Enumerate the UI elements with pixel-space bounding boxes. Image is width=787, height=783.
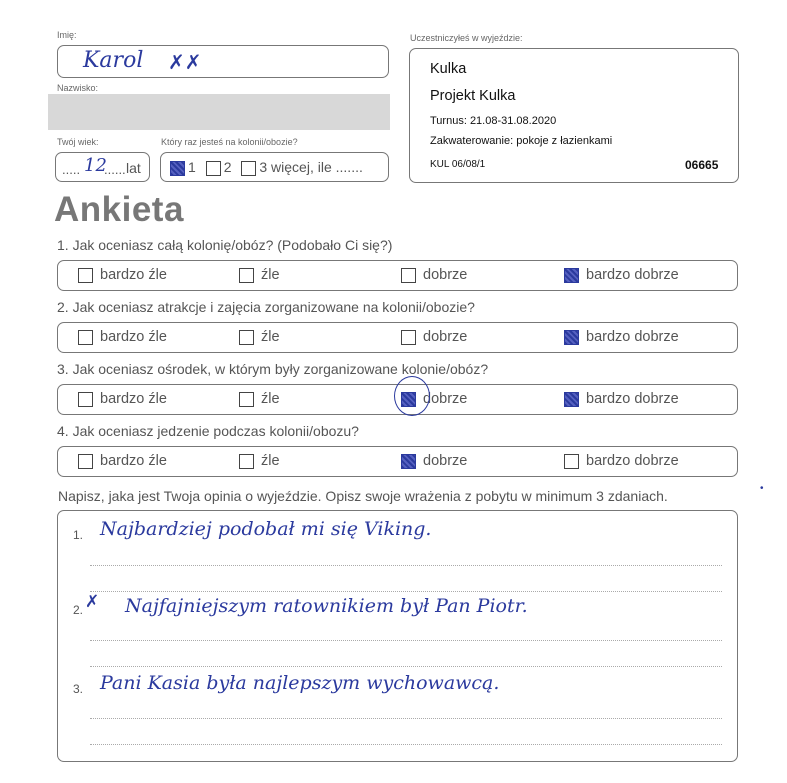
times-checkbox-3[interactable] — [241, 161, 256, 176]
checkbox[interactable] — [564, 454, 579, 469]
q1-option-zle[interactable]: źle — [239, 267, 280, 283]
question-3-options — [57, 384, 738, 415]
opinion-prompt: Napisz, jaka jest Twoja opinia o wyjeździe. Opisz swoje wrażenia z pobytu w minimum 3 zdaniach. — [58, 488, 668, 504]
question-3: 3. Jak oceniasz ośrodek, w którym były zorganizowane kolonie/obóz? — [57, 361, 489, 377]
q2-option-zle[interactable]: źle — [239, 329, 280, 345]
scribble-mark: ✗ — [85, 592, 100, 611]
checkbox-checked[interactable] — [564, 268, 579, 283]
checkbox[interactable] — [239, 454, 254, 469]
q4-option-zle[interactable]: źle — [239, 453, 280, 469]
trip-number: 06665 — [685, 158, 719, 172]
q2-option-bardzo-dobrze[interactable]: bardzo dobrze — [564, 329, 679, 345]
answer-3: Pani Kasia była najlepszym wychowawcą. — [100, 672, 500, 694]
redacted-surname — [48, 94, 390, 130]
surname-label: Nazwisko: — [57, 83, 99, 93]
question-1-options — [57, 260, 738, 291]
checkbox[interactable] — [78, 330, 93, 345]
ruled-line — [90, 666, 722, 667]
ruled-line — [90, 640, 722, 641]
trip-title: Kulka — [430, 61, 467, 77]
q1-option-dobrze[interactable]: dobrze — [401, 267, 467, 283]
checkbox[interactable] — [239, 330, 254, 345]
question-2: 2. Jak oceniasz atrakcje i zajęcia zorganizowane na kolonii/obozie? — [57, 299, 475, 315]
checkbox-checked[interactable] — [401, 454, 416, 469]
checkbox[interactable] — [401, 268, 416, 283]
q3-option-dobrze[interactable]: dobrze — [401, 391, 467, 407]
checkbox-checked[interactable] — [564, 330, 579, 345]
q3-option-bardzo-zle[interactable]: bardzo źle — [78, 391, 167, 407]
name-label: Imię: — [57, 30, 77, 40]
q1-option-bardzo-zle[interactable]: bardzo źle — [78, 267, 167, 283]
q3-option-zle[interactable]: źle — [239, 391, 280, 407]
answer-number-2: 2. — [73, 603, 84, 617]
checkbox[interactable] — [401, 330, 416, 345]
q2-option-bardzo-zle[interactable]: bardzo źle — [78, 329, 167, 345]
trip-info-box — [409, 48, 739, 183]
q3-option-bardzo-dobrze[interactable]: bardzo dobrze — [564, 391, 679, 407]
opinion-box[interactable] — [57, 510, 738, 762]
trip-turnus: Turnus: 21.08-31.08.2020 — [430, 115, 557, 127]
ruled-line — [90, 718, 722, 719]
trip-label: Uczestniczyłeś w wyjeździe: — [410, 33, 523, 43]
name-field[interactable] — [57, 45, 389, 78]
age-value: 12 — [84, 155, 107, 176]
answer-1: Najbardziej podobał mi się Viking. — [100, 518, 432, 540]
checkbox[interactable] — [239, 268, 254, 283]
q4-option-dobrze[interactable]: dobrze — [401, 453, 467, 469]
survey-title: Ankieta — [54, 190, 184, 229]
question-1: 1. Jak oceniasz całą kolonię/obóz? (Podobało Ci się?) — [57, 237, 393, 253]
times-option-2: 2 — [223, 159, 232, 175]
checkbox[interactable] — [78, 268, 93, 283]
checkbox[interactable] — [239, 392, 254, 407]
ink-dot: • — [760, 483, 764, 494]
times-label: Który raz jesteś na kolonii/obozie? — [161, 137, 298, 147]
question-4-options — [57, 446, 738, 477]
times-checkbox-1[interactable] — [170, 161, 185, 176]
hand-drawn-circle — [394, 376, 430, 416]
checkbox[interactable] — [78, 392, 93, 407]
trip-code: KUL 06/08/1 — [430, 159, 486, 170]
ruled-line — [90, 591, 722, 592]
trip-accommodation: Zakwaterowanie: pokoje z łazienkami — [430, 135, 613, 147]
times-option-3: 3 więcej, ile ....... — [259, 159, 363, 175]
answer-number-1: 1. — [73, 528, 84, 542]
age-unit: lat — [126, 160, 141, 176]
checkbox-checked[interactable] — [564, 392, 579, 407]
question-2-options — [57, 322, 738, 353]
times-option-1: 1 — [188, 159, 196, 175]
ruled-line — [90, 565, 722, 566]
q2-option-dobrze[interactable]: dobrze — [401, 329, 467, 345]
checkbox[interactable] — [78, 454, 93, 469]
age-label: Twój wiek: — [57, 137, 99, 147]
question-4: 4. Jak oceniasz jedzenie podczas kolonii/obozu? — [57, 423, 359, 439]
q4-option-bardzo-zle[interactable]: bardzo źle — [78, 453, 167, 469]
age-field[interactable]: ..... 12 ...... lat — [55, 152, 150, 182]
scribble-mark: ✗✗ — [168, 52, 202, 74]
times-field — [160, 152, 389, 182]
trip-project: Projekt Kulka — [430, 88, 516, 104]
ruled-line — [90, 744, 722, 745]
q4-option-bardzo-dobrze[interactable]: bardzo dobrze — [564, 453, 679, 469]
q1-option-bardzo-dobrze[interactable]: bardzo dobrze — [564, 267, 679, 283]
answer-2: Najfajniejszym ratownikiem był Pan Piotr. — [125, 595, 528, 617]
times-checkbox-2[interactable] — [206, 161, 221, 176]
name-value: Karol — [83, 48, 144, 73]
answer-number-3: 3. — [73, 682, 84, 696]
